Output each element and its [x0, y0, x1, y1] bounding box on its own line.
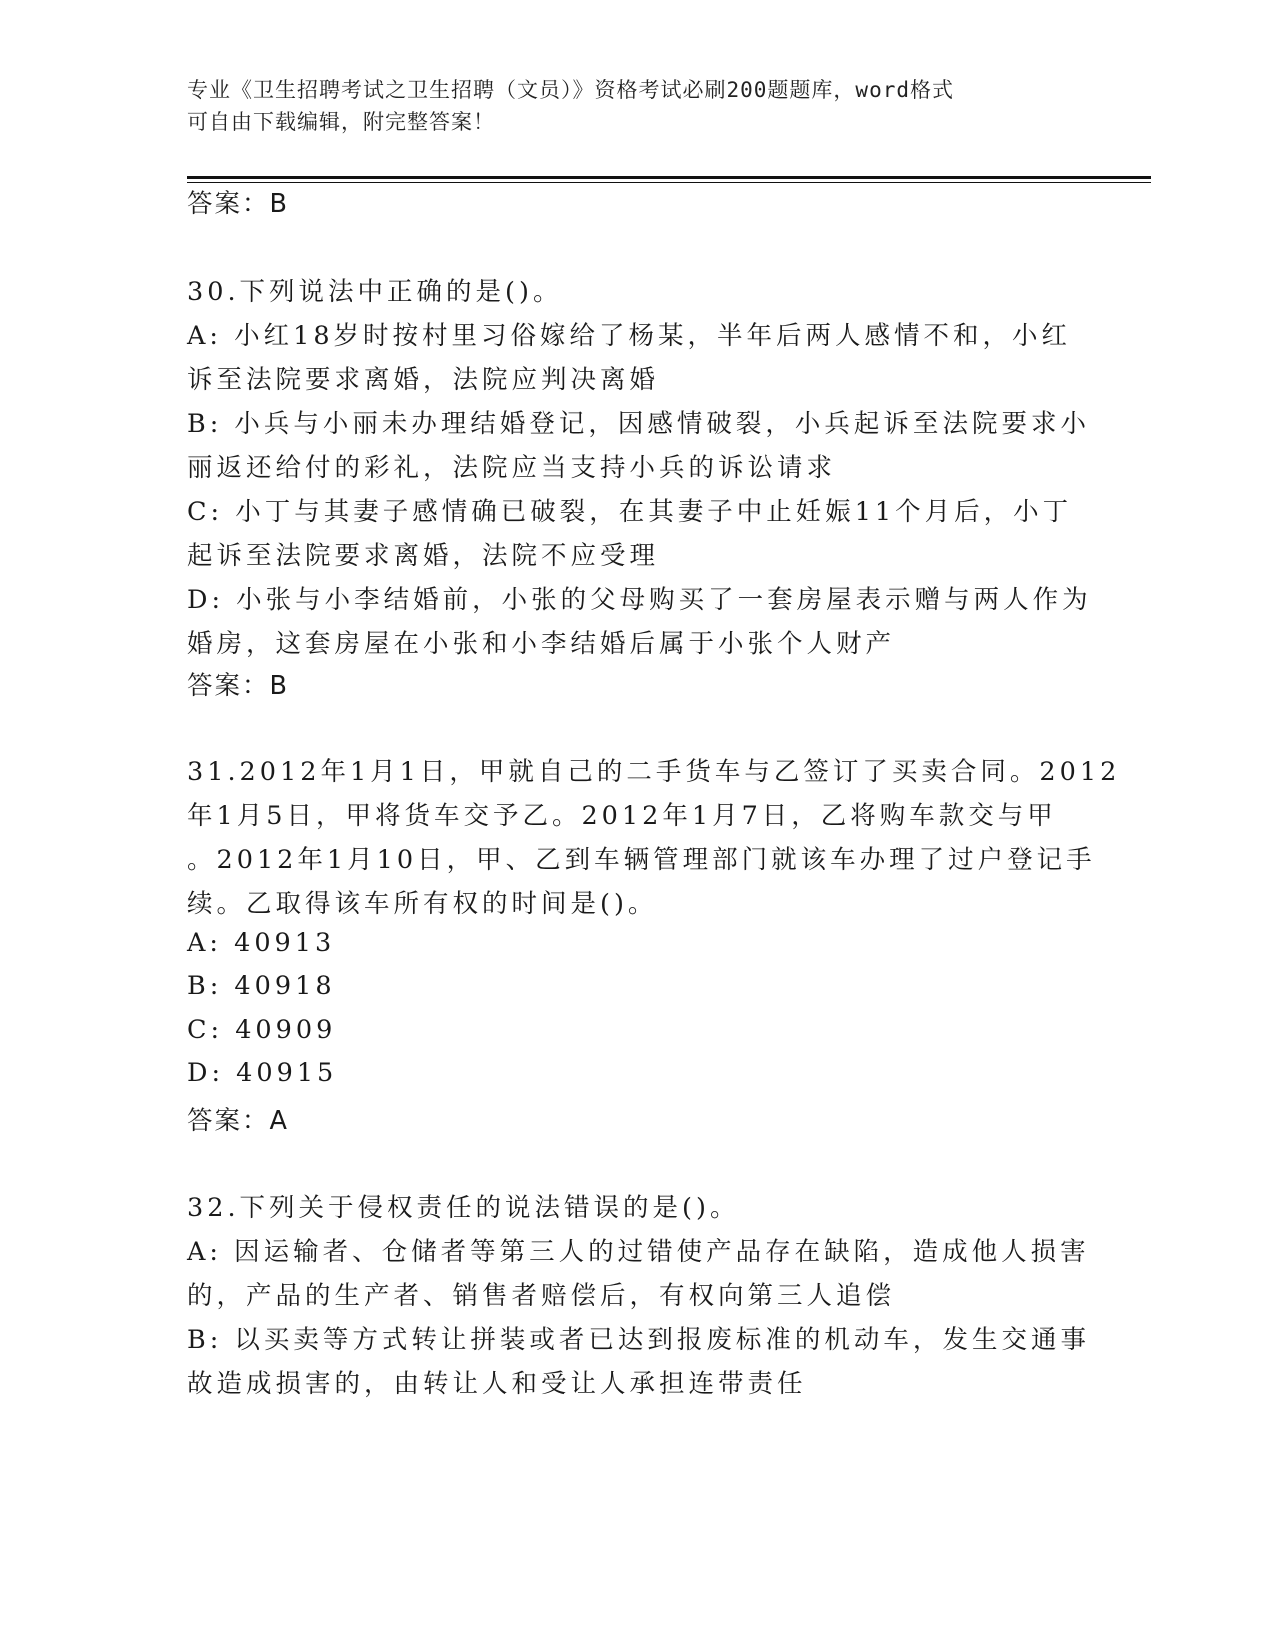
question-31-answer: 答案：A	[187, 1106, 289, 1136]
question-30-option-a-cont: 诉至法院要求离婚，法院应判决离婚	[187, 365, 660, 395]
question-31-option-d: D: 40915	[187, 1058, 338, 1088]
question-31-stem-1: 31.2012年1月1日，甲就自己的二手货车与乙签订了买卖合同。2012	[187, 757, 1121, 787]
question-30-option-b-cont: 丽返还给付的彩礼，法院应当支持小兵的诉讼请求	[187, 453, 837, 483]
question-31-stem-2: 年1月5日，甲将货车交予乙。2012年1月7日，乙将购车款交与甲	[187, 801, 1057, 831]
question-32-option-b: B: 以买卖等方式转让拼装或者已达到报废标准的机动车，发生交通事	[187, 1325, 1090, 1355]
question-30-option-a: A: 小红18岁时按村里习俗嫁给了杨某，半年后两人感情不和，小红	[187, 321, 1072, 351]
question-31-stem-4: 续。乙取得该车所有权的时间是()。	[187, 889, 658, 919]
question-30-option-d: D: 小张与小李结婚前，小张的父母购买了一套房屋表示赠与两人作为	[187, 585, 1092, 615]
question-32-stem: 32.下列关于侵权责任的说法错误的是()。	[187, 1193, 740, 1223]
question-30-option-d-cont: 婚房，这套房屋在小张和小李结婚后属于小张个人财产	[187, 629, 896, 659]
question-30-option-b: B: 小兵与小丽未办理结婚登记，因感情破裂，小兵起诉至法院要求小	[187, 409, 1090, 439]
question-31-option-c: C: 40909	[187, 1015, 337, 1045]
question-32-option-b-cont: 故造成损害的，由转让人和受让人承担连带责任	[187, 1369, 807, 1399]
question-31-option-a: A: 40913	[187, 928, 336, 958]
question-30-answer: 答案：B	[187, 671, 289, 701]
question-31-option-b: B: 40918	[187, 971, 336, 1001]
answer-line: 答案：B	[187, 189, 289, 219]
question-31-stem-3: 。2012年1月10日，甲、乙到车辆管理部门就该车办理了过户登记手	[187, 845, 1096, 875]
question-32-option-a-cont: 的，产品的生产者、销售者赔偿后，有权向第三人追偿	[187, 1281, 896, 1311]
question-30-stem: 30.下列说法中正确的是()。	[187, 277, 563, 307]
question-32-option-a: A: 因运输者、仓储者等第三人的过错使产品存在缺陷，造成他人损害	[187, 1237, 1090, 1267]
question-30-option-c: C: 小丁与其妻子感情确已破裂，在其妻子中止妊娠11个月后，小丁	[187, 497, 1073, 527]
header-rule-thin	[187, 182, 1151, 183]
header-line-2: 可自由下载编辑，附完整答案！	[187, 110, 495, 134]
question-30-option-c-cont: 起诉至法院要求离婚，法院不应受理	[187, 541, 660, 571]
header-rule-thick	[187, 176, 1151, 179]
page-header	[187, 74, 1067, 138]
header-line-1: 专业《卫生招聘考试之卫生招聘（文员）》资格考试必刷200题题库，word格式	[187, 78, 954, 102]
